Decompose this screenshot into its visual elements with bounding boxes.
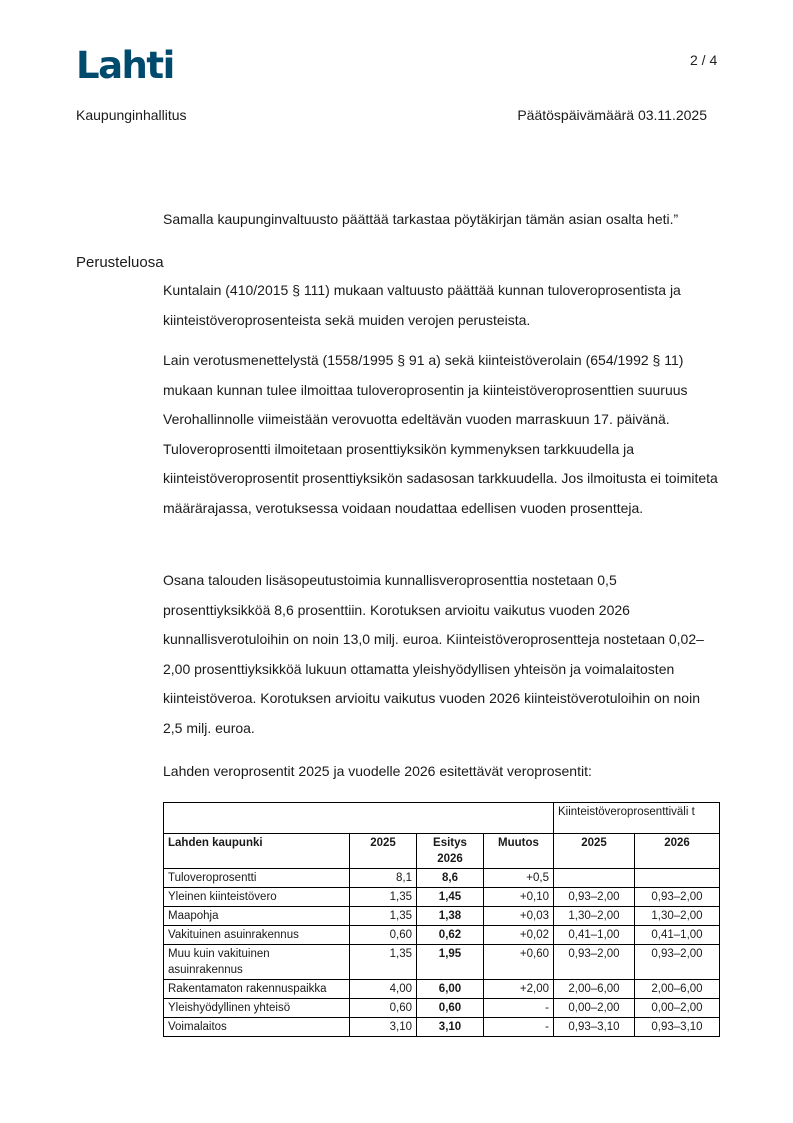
value-2025: 4,00 — [350, 980, 417, 999]
range-2025: 0,00–2,00 — [554, 999, 635, 1018]
value-2026: 1,95 — [417, 945, 484, 980]
row-name: Rakentamaton rakennuspaikka — [164, 980, 350, 999]
section-title: Perusteluosa — [76, 254, 164, 271]
value-2025: 1,35 — [350, 888, 417, 907]
value-2025: 0,60 — [350, 926, 417, 945]
table-row — [164, 869, 720, 888]
row-name: Voimalaitos — [164, 1018, 350, 1037]
table-row — [164, 926, 720, 945]
range-2025: 0,93–2,00 — [554, 888, 635, 907]
value-2025: 1,35 — [350, 945, 417, 980]
value-change: +0,10 — [484, 888, 554, 907]
col-header-2026: Esitys 2026 — [417, 834, 484, 869]
value-2026: 1,38 — [417, 907, 484, 926]
row-name: Yleishyödyllinen yhteisö — [164, 999, 350, 1018]
paragraph-3: Osana talouden lisäsopeutustoimia kunnallisveroprosenttia nostetaan 0,5 prosenttiyksikköä 8,6 prosenttiin. Korotuksen arvioitu vaikutus vuoden 2026 kunnallisverotuloihin on noin 13,0 milj. euroa. Kiinteistöveroprosentteja nostetaan 0,02–2,00 prosenttiyksikköä lukuun ottamatta yleishyödyllisen yhteisön ja voimalaitosten kiinteistöveroa. Korotuksen arvioitu vaikutus vuoden 2026 kiinteistöverotuloihin on noin 2,5 milj. euroa. — [163, 572, 704, 736]
page-indicator: 2 / 4 — [690, 52, 718, 68]
value-change: +0,60 — [484, 945, 554, 980]
empty-header-cell — [164, 803, 554, 834]
value-2025: 0,60 — [350, 999, 417, 1018]
value-change: - — [484, 1018, 554, 1037]
value-2026: 8,6 — [417, 869, 484, 888]
value-2026: 0,60 — [417, 999, 484, 1018]
value-2026: 1,45 — [417, 888, 484, 907]
range-2026: 0,93–3,10 — [635, 1018, 720, 1037]
paragraph-1: Kuntalain (410/2015 § 111) mukaan valtuusto päättää kunnan tuloveroprosentista ja kiinteistöveroprosenteista sekä muiden verojen perusteista. — [163, 282, 681, 328]
col-header-range-2025: 2025 — [554, 834, 635, 869]
range-2026: 1,30–2,00 — [635, 907, 720, 926]
col-header-change: Muutos — [484, 834, 554, 869]
decision-date: Päätöspäivämäärä 03.11.2025 — [517, 107, 707, 123]
table-row — [164, 888, 720, 907]
col-header-name: Lahden kaupunki — [164, 834, 350, 869]
range-2025: 2,00–6,00 — [554, 980, 635, 999]
range-2026: 0,93–2,00 — [635, 945, 720, 980]
tax-rate-table — [163, 802, 720, 1037]
closing-quote: Samalla kaupunginvaltuusto päättää tarkastaa pöytäkirjan tämän asian osalta heti.” — [163, 211, 679, 227]
range-2025: 0,93–2,00 — [554, 945, 635, 980]
range-2025: 1,30–2,00 — [554, 907, 635, 926]
committee-name: Kaupunginhallitus — [76, 107, 187, 123]
value-change: +0,03 — [484, 907, 554, 926]
range-2026 — [635, 869, 720, 888]
table-row — [164, 999, 720, 1018]
value-2026: 3,10 — [417, 1018, 484, 1037]
range-2026: 2,00–6,00 — [635, 980, 720, 999]
table-row — [164, 907, 720, 926]
property-tax-range-header: Kiinteistöveroprosenttiväli t — [554, 803, 720, 834]
table-row — [164, 1018, 720, 1037]
value-change: - — [484, 999, 554, 1018]
value-2026: 0,62 — [417, 926, 484, 945]
value-2025: 8,1 — [350, 869, 417, 888]
value-2025: 3,10 — [350, 1018, 417, 1037]
row-name: Vakituinen asuinrakennus — [164, 926, 350, 945]
col-header-2025: 2025 — [350, 834, 417, 869]
row-name: Tuloveroprosentti — [164, 869, 350, 888]
range-2026: 0,00–2,00 — [635, 999, 720, 1018]
table-group-header-row — [164, 803, 720, 834]
range-2026: 0,93–2,00 — [635, 888, 720, 907]
value-2025: 1,35 — [350, 907, 417, 926]
value-change: +0,5 — [484, 869, 554, 888]
table-row — [164, 945, 720, 980]
value-change: +0,02 — [484, 926, 554, 945]
lahti-logo: Lahti — [76, 44, 174, 87]
range-2026: 0,41–1,00 — [635, 926, 720, 945]
range-2025 — [554, 869, 635, 888]
table-row — [164, 980, 720, 999]
value-2026: 6,00 — [417, 980, 484, 999]
value-change: +2,00 — [484, 980, 554, 999]
table-header-row — [164, 834, 720, 869]
row-name: Maapohja — [164, 907, 350, 926]
paragraph-2: Lain verotusmenettelystä (1558/1995 § 91 a) sekä kiinteistöverolain (654/1992 § 11) mukaan kunnan tulee ilmoittaa tuloveroprosentin ja kiinteistöveroprosenttien suuruus Verohallinnolle viimeistään verovuotta edeltävän vuoden marraskuun 17. päivänä. Tuloveroprosentti ilmoitetaan prosenttiyksikön kymmenyksen tarkkuudella ja kiinteistöveroprosentit prosenttiyksikön sadasosan tarkkuudella. Jos ilmoitusta ei toimiteta määrärajassa, verotuksessa voidaan noudattaa edellisen vuoden prosentteja. — [163, 352, 718, 516]
row-name: Yleinen kiinteistövero — [164, 888, 350, 907]
table-caption: Lahden veroprosentit 2025 ja vuodelle 2026 esitettävät veroprosentit: — [163, 763, 592, 779]
range-2025: 0,41–1,00 — [554, 926, 635, 945]
col-header-range-2026: 2026 — [635, 834, 720, 869]
row-name: Muu kuin vakituinen asuinrakennus — [164, 945, 350, 980]
range-2025: 0,93–3,10 — [554, 1018, 635, 1037]
